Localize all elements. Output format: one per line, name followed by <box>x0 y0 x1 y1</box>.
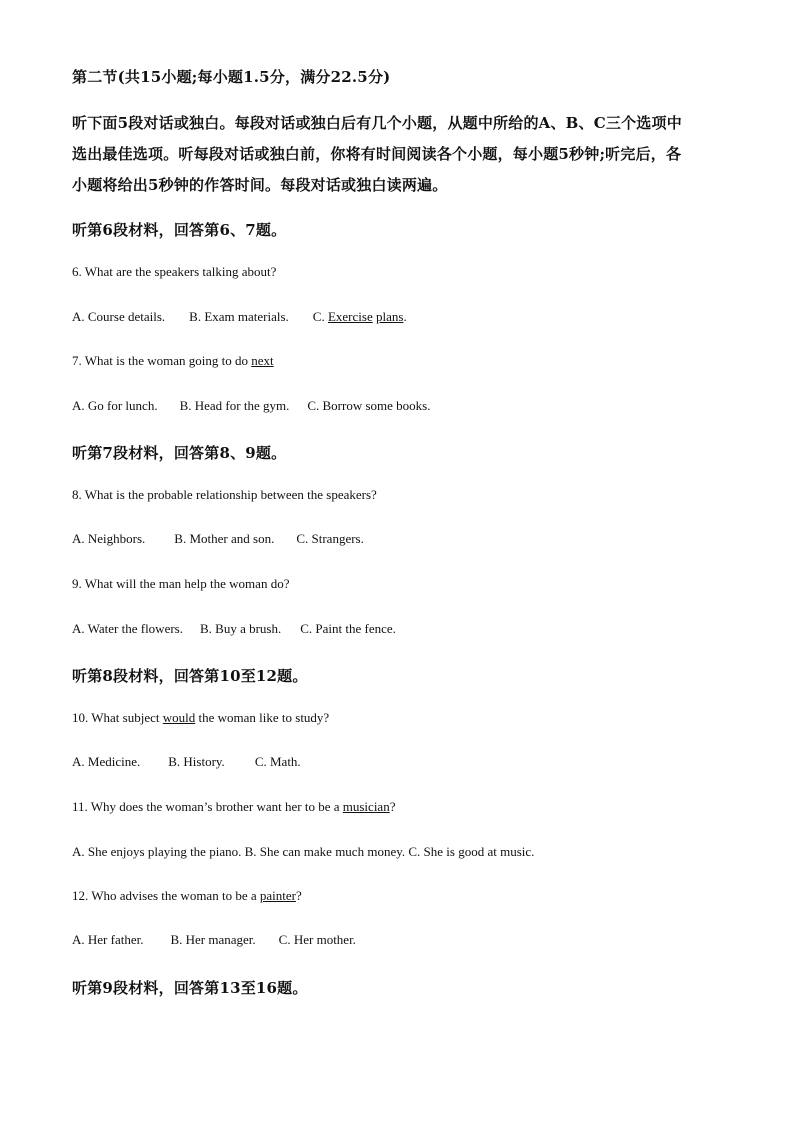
question-11-stem: 11. Why does the woman’s brother want her to be a musician? <box>72 799 396 814</box>
question-6-option-b: B. Exam materials. <box>189 309 289 324</box>
question-7-option-c: C. Borrow some books. <box>307 398 431 413</box>
question-7-option-a: A. Go for lunch. <box>72 398 158 413</box>
question-11-options: A. She enjoys playing the piano. B. She can make much money. C. She is good at music. <box>72 844 535 859</box>
question-9-option-b: B. Buy a brush. <box>199 621 282 636</box>
question-10-option-a: A. Medicine. <box>72 754 141 769</box>
group-heading-13-16: 听第9段材料，回答第13至16题。 <box>72 979 308 997</box>
question-8-option-a: A. Neighbors. <box>72 531 146 546</box>
question-6-options <box>72 309 407 325</box>
group-heading-8-9: 听第7段材料，回答第8、9题。 <box>72 444 287 462</box>
question-12-option-b: B. Her manager. <box>170 932 256 947</box>
instructions-line-2: 选出最佳选项。听每段对话或独白前，你将有时间阅读各个小题，每小题5秒钟;听完后，各 <box>72 145 682 163</box>
question-8-option-c: C. Strangers. <box>296 531 364 546</box>
group-heading-10-12: 听第8段材料，回答第10至12题。 <box>72 667 308 685</box>
question-6-option-a: A. Course details. <box>72 309 166 324</box>
question-6-option-c: C. Exercise plans. <box>312 309 407 324</box>
question-12-option-a: A. Her father. <box>72 932 144 947</box>
question-9-option-a: A. Water the flowers. <box>72 621 183 636</box>
question-7-option-b: B. Head for the gym. <box>179 398 290 413</box>
question-9-option-c: C. Paint the fence. <box>300 621 396 636</box>
question-12-options <box>72 932 356 948</box>
group-heading-6-7: 听第6段材料，回答第6、7题。 <box>72 221 287 239</box>
question-10-options <box>72 754 301 770</box>
instructions-line-3: 小题将给出5秒钟的作答时间。每段对话或独白读两遍。 <box>72 176 448 194</box>
question-12-option-c: C. Her mother. <box>278 932 356 947</box>
question-8-options <box>72 531 364 547</box>
instructions-line-1: 听下面5段对话或独白。每段对话或独白后有几个小题，从题中所给的A、B、C三个选项中 <box>72 114 682 132</box>
question-8-option-b: B. Mother and son. <box>174 531 275 546</box>
question-9-stem: 9. What will the man help the woman do? <box>72 576 290 591</box>
question-8-stem: 8. What is the probable relationship between the speakers? <box>72 487 377 502</box>
question-10-option-b: B. History. <box>168 754 225 769</box>
question-10-option-c: C. Math. <box>254 754 301 769</box>
question-6-stem: 6. What are the speakers talking about? <box>72 264 277 279</box>
question-12-stem: 12. Who advises the woman to be a painter? <box>72 888 302 903</box>
section-title: 第二节(共15小题;每小题1.5分，满分22.5分) <box>72 68 391 86</box>
question-7-stem: 7. What is the woman going to do next <box>72 353 274 368</box>
question-7-options <box>72 398 430 414</box>
question-10-stem: 10. What subject would the woman like to study? <box>72 710 330 725</box>
question-9-options <box>72 621 396 637</box>
